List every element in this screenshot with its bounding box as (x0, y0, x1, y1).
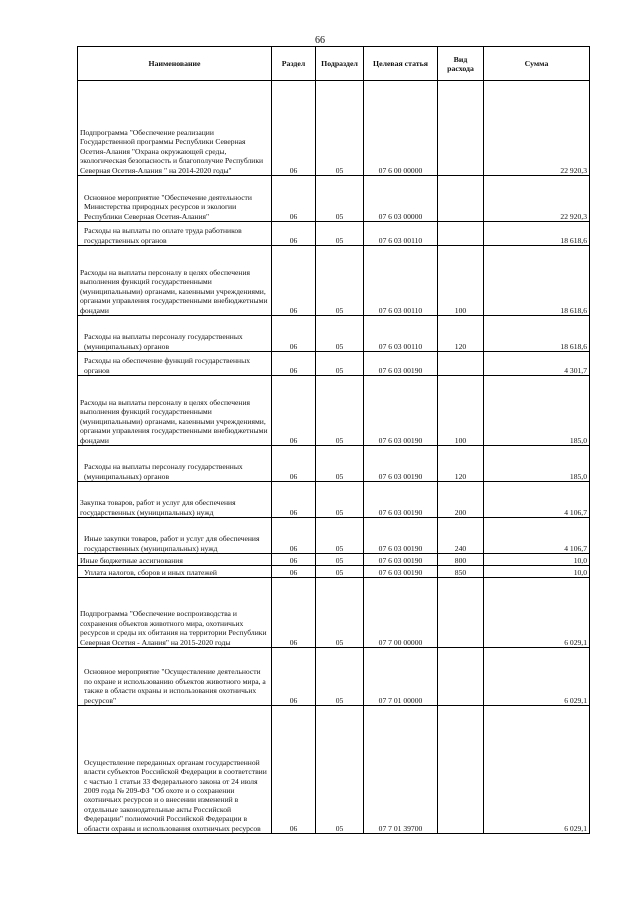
row-target: 07 6 03 00190 (364, 566, 438, 578)
row-subsection: 05 (316, 554, 364, 566)
table-header-row (78, 47, 590, 81)
row-section: 06 (272, 482, 316, 518)
row-sum: 10,0 (484, 554, 590, 566)
row-type: 120 (438, 446, 484, 482)
table-body (78, 81, 590, 834)
row-target: 07 6 03 00190 (364, 376, 438, 446)
row-target: 07 6 03 00110 (364, 316, 438, 352)
row-target: 07 6 03 00190 (364, 554, 438, 566)
table-row (78, 316, 590, 352)
row-type (438, 706, 484, 834)
row-section: 06 (272, 578, 316, 648)
row-type (438, 578, 484, 648)
row-sum: 185,0 (484, 376, 590, 446)
row-subsection: 05 (316, 316, 364, 352)
row-target: 07 7 01 39700 (364, 706, 438, 834)
row-name: Осуществление переданных органам государственной власти субъектов Российской Федерации в соответствии с частью 1 статьи 33 Федерального закона от 24 июля 2009 года № 209-ФЗ "Об охоте и о сохранении охотничьих ресурсов и о внесении изменений в отдельные законодательные акты Российской Федерации" полномочий Российской Федерации в области охраны и использования охотничьих ресурсов (78, 706, 272, 834)
column-header-type: Вид расхода (438, 47, 484, 81)
row-name: Подпрограмма "Обеспечение реализации Государственной программы Республики Северная Осетия-Алания "Охрана окружающей среды, экологическая безопасность и благополучие Республики Северная Осетия-Алания " на 2014-2020 годы" (78, 81, 272, 176)
table-row (78, 554, 590, 566)
row-sum: 22 920,3 (484, 176, 590, 222)
row-section: 06 (272, 222, 316, 246)
row-name: Иные бюджетные ассигнования (78, 554, 272, 566)
row-target: 07 6 03 00110 (364, 246, 438, 316)
row-type: 800 (438, 554, 484, 566)
row-target: 07 7 01 00000 (364, 648, 438, 706)
budget-table (77, 46, 590, 834)
row-type: 100 (438, 246, 484, 316)
column-header-name: Наименование (78, 47, 272, 81)
row-name: Закупка товаров, работ и услуг для обеспечения государственных (муниципальных) нужд (78, 482, 272, 518)
row-target: 07 6 03 00190 (364, 446, 438, 482)
table-row (78, 352, 590, 376)
row-sum: 6 029,1 (484, 578, 590, 648)
row-name: Основное мероприятие "Обеспечение деятельности Министерства природных ресурсов и экологии Республики Северная Осетия-Алания" (78, 176, 272, 222)
row-type (438, 81, 484, 176)
table-row (78, 518, 590, 554)
row-name: Расходы на выплаты персоналу в целях обеспечения выполнения функций государственными (муниципальными) органами, казенными учреждениями, органами управления государственными внебюджетными фондами (78, 376, 272, 446)
row-name: Расходы на выплаты персоналу государственных (муниципальных) органов (78, 446, 272, 482)
row-name: Расходы на выплаты персоналу в целях обеспечения выполнения функций государственными (муниципальными) органами, казенными учреждениями, органами управления государственными внебюджетными фондами (78, 246, 272, 316)
column-header-target: Целевая статья (364, 47, 438, 81)
table-row (78, 222, 590, 246)
row-sum: 185,0 (484, 446, 590, 482)
row-subsection: 05 (316, 706, 364, 834)
row-sum: 10,0 (484, 566, 590, 578)
row-subsection: 05 (316, 222, 364, 246)
table-row (78, 648, 590, 706)
row-section: 06 (272, 518, 316, 554)
row-sum: 4 301,7 (484, 352, 590, 376)
row-subsection: 05 (316, 246, 364, 316)
row-type: 200 (438, 482, 484, 518)
row-subsection: 05 (316, 81, 364, 176)
row-name: Уплата налогов, сборов и иных платежей (78, 566, 272, 578)
table-row (78, 482, 590, 518)
row-section: 06 (272, 316, 316, 352)
page-number: 66 (315, 35, 325, 46)
row-subsection: 05 (316, 376, 364, 446)
row-type: 100 (438, 376, 484, 446)
row-type: 240 (438, 518, 484, 554)
row-sum: 22 920,3 (484, 81, 590, 176)
row-type (438, 222, 484, 246)
row-target: 07 6 03 00190 (364, 482, 438, 518)
column-header-subsection: Подраздел (316, 47, 364, 81)
row-target: 07 6 03 00110 (364, 222, 438, 246)
table-row (78, 246, 590, 316)
row-sum: 4 106,7 (484, 518, 590, 554)
row-type (438, 648, 484, 706)
row-subsection: 05 (316, 648, 364, 706)
row-name: Подпрограмма "Обеспечение воспроизводства и сохранения объектов животного мира, охотничьих ресурсов и среды их обитания на территории Республики Северная Осетия - Алания" на 2015-2020 годы (78, 578, 272, 648)
row-sum: 18 618,6 (484, 222, 590, 246)
row-subsection: 05 (316, 518, 364, 554)
row-sum: 6 029,1 (484, 648, 590, 706)
column-header-section: Раздел (272, 47, 316, 81)
table-row (78, 578, 590, 648)
table-row (78, 566, 590, 578)
row-subsection: 05 (316, 578, 364, 648)
row-name: Расходы на выплаты персоналу государственных (муниципальных) органов (78, 316, 272, 352)
row-type: 850 (438, 566, 484, 578)
row-name: Расходы на выплаты по оплате труда работников государственных органов (78, 222, 272, 246)
column-header-sum: Сумма (484, 47, 590, 81)
row-target: 07 7 00 00000 (364, 578, 438, 648)
row-sum: 18 618,6 (484, 316, 590, 352)
row-subsection: 05 (316, 566, 364, 578)
row-section: 06 (272, 706, 316, 834)
row-sum: 4 106,7 (484, 482, 590, 518)
row-section: 06 (272, 376, 316, 446)
row-subsection: 05 (316, 482, 364, 518)
row-section: 06 (272, 246, 316, 316)
table-row (78, 81, 590, 176)
row-section: 06 (272, 81, 316, 176)
row-subsection: 05 (316, 352, 364, 376)
table-row (78, 376, 590, 446)
row-target: 07 6 03 00000 (364, 176, 438, 222)
row-subsection: 05 (316, 446, 364, 482)
row-type (438, 176, 484, 222)
row-sum: 6 029,1 (484, 706, 590, 834)
row-section: 06 (272, 554, 316, 566)
row-section: 06 (272, 352, 316, 376)
row-subsection: 05 (316, 176, 364, 222)
table-row (78, 176, 590, 222)
row-sum: 18 618,6 (484, 246, 590, 316)
row-type (438, 352, 484, 376)
row-name: Расходы на обеспечение функций государственных органов (78, 352, 272, 376)
table-row (78, 446, 590, 482)
row-target: 07 6 03 00190 (364, 518, 438, 554)
row-target: 07 6 00 00000 (364, 81, 438, 176)
row-section: 06 (272, 176, 316, 222)
row-section: 06 (272, 566, 316, 578)
row-name: Иные закупки товаров, работ и услуг для обеспечения государственных (муниципальных) нужд (78, 518, 272, 554)
row-target: 07 6 03 00190 (364, 352, 438, 376)
table-row (78, 706, 590, 834)
row-type: 120 (438, 316, 484, 352)
row-section: 06 (272, 446, 316, 482)
row-section: 06 (272, 648, 316, 706)
row-name: Основное мероприятие "Осуществление деятельности по охране и использованию объектов животного мира, а также в области охраны и использования охотничьих ресурсов" (78, 648, 272, 706)
